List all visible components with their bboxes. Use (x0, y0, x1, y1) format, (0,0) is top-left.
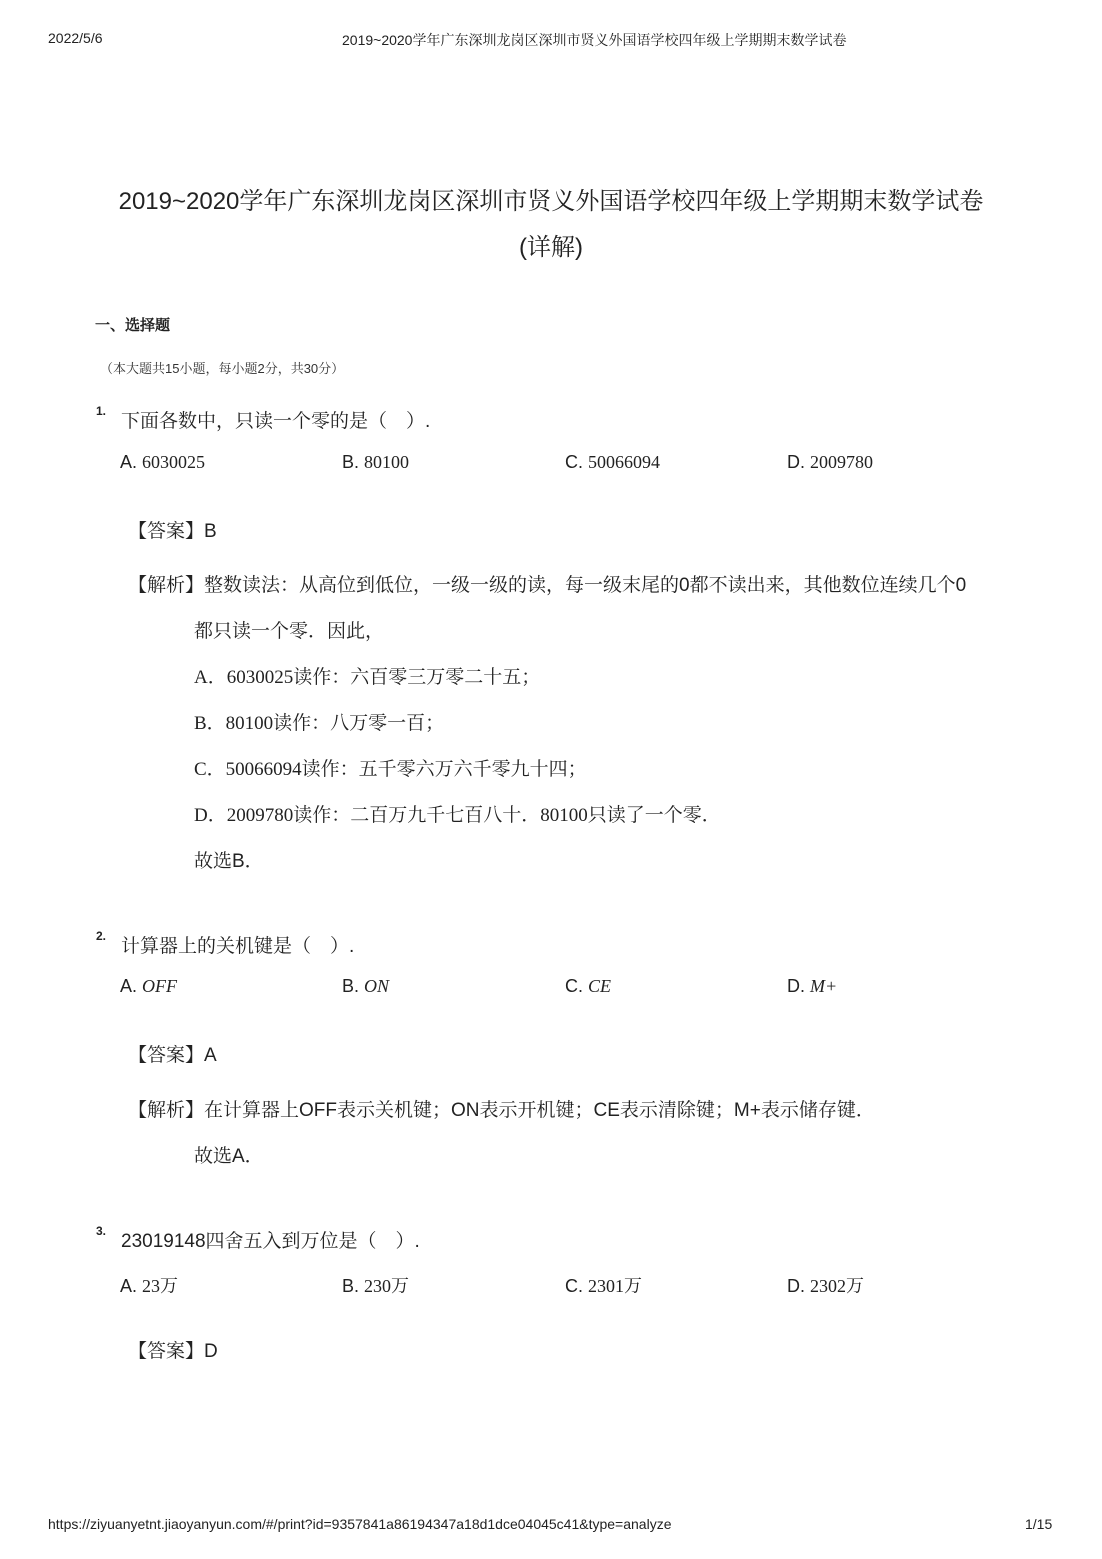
option-value: 2009780 (810, 452, 874, 472)
option-value: ON (364, 976, 390, 996)
explanation-text: 整数读法：从高位到低位，一级一级的读，每一级末尾的0都不读出来，其他数位连续几个0 (204, 575, 967, 596)
explanation-label: 【解析】 (128, 575, 205, 596)
print-date: 2022/5/6 (48, 30, 103, 46)
explanation-line: B．80100读作：八万零一百； (194, 713, 445, 734)
answer (128, 1040, 217, 1067)
option-label: A. (120, 976, 138, 996)
explanation-line: D．2009780读作：二百万九千七百八十．80100只读了一个零． (194, 805, 721, 826)
option-b (342, 976, 389, 997)
answer-value: A (204, 1045, 217, 1066)
question-number: 3. (96, 1224, 107, 1238)
option-value: 23万 (142, 1276, 179, 1296)
section-note: （本大题共15小题，每小题2分，共30分） (100, 361, 345, 376)
option-value: CE (588, 976, 612, 996)
option-d (787, 976, 837, 997)
option-d (787, 1272, 864, 1298)
option-c (565, 452, 660, 473)
option-label: D. (787, 452, 805, 472)
option-c (565, 1272, 642, 1298)
explanation-line: 故选B． (194, 851, 264, 872)
explanation-line: C．50066094读作：五千零六万六千零九十四； (194, 759, 587, 780)
option-value: 80100 (364, 452, 410, 472)
option-value: 2302万 (810, 1276, 865, 1296)
answer-value: D (204, 1341, 218, 1362)
explanation-line: 都只读一个零．因此， (194, 621, 385, 642)
explanation (128, 1095, 875, 1122)
explanation-line: 故选A． (194, 1146, 264, 1167)
answer-label: 【答案】 (128, 1045, 205, 1066)
question-number: 2. (96, 929, 107, 943)
answer-label: 【答案】 (128, 521, 205, 542)
option-label: A. (120, 452, 138, 472)
option-a (120, 976, 177, 997)
document-title-subtitle: (详解) (519, 234, 583, 261)
option-label: B. (342, 1276, 360, 1296)
option-value: 230万 (364, 1276, 410, 1296)
answer-value: B (204, 521, 217, 542)
explanation-label: 【解析】 (128, 1100, 205, 1121)
explanation-line: A．6030025读作：六百零三万零二十五； (194, 667, 541, 688)
option-b (342, 1272, 409, 1298)
option-d (787, 452, 873, 473)
option-label: C. (565, 1276, 583, 1296)
option-label: D. (787, 976, 805, 996)
option-value: 6030025 (142, 452, 206, 472)
option-c (565, 976, 611, 997)
answer (128, 1336, 218, 1363)
option-label: C. (565, 452, 583, 472)
section-heading: 一、选择题 (95, 317, 171, 334)
option-a (120, 452, 205, 473)
answer (128, 516, 217, 543)
answer-label: 【答案】 (128, 1341, 205, 1362)
question-text: 计算器上的关机键是（ ）. (121, 936, 355, 957)
print-url[interactable]: https://ziyuanyetnt.jiaoyanyun.com/#/print?id=9357841a86194347a18d1dce04045c41&type=analyze (48, 1516, 672, 1532)
option-label: C. (565, 976, 583, 996)
option-label: B. (342, 976, 360, 996)
document-title: 2019~2020学年广东深圳龙岗区深圳市贤义外国语学校四年级上学期期末数学试卷 (118, 188, 984, 215)
option-a (120, 1272, 178, 1298)
question-text: 下面各数中，只读一个零的是（ ）. (121, 411, 431, 432)
question-number: 1. (96, 404, 107, 418)
option-label: B. (342, 452, 360, 472)
explanation (128, 570, 966, 597)
option-value: 2301万 (588, 1276, 643, 1296)
option-label: A. (120, 1276, 138, 1296)
option-value: 50066094 (588, 452, 661, 472)
option-label: D. (787, 1276, 805, 1296)
page-number: 1/15 (1025, 1516, 1053, 1532)
option-value: OFF (142, 976, 178, 996)
explanation-text: 在计算器上OFF表示关机键；ON表示开机键；CE表示清除键；M+表示储存键． (204, 1100, 875, 1121)
print-header-title: 2019~2020学年广东深圳龙岗区深圳市贤义外国语学校四年级上学期期末数学试卷 (342, 32, 847, 48)
option-value: M+ (810, 976, 838, 996)
question-text: 23019148四舍五入到万位是（ ）. (121, 1231, 420, 1252)
option-b (342, 452, 409, 473)
